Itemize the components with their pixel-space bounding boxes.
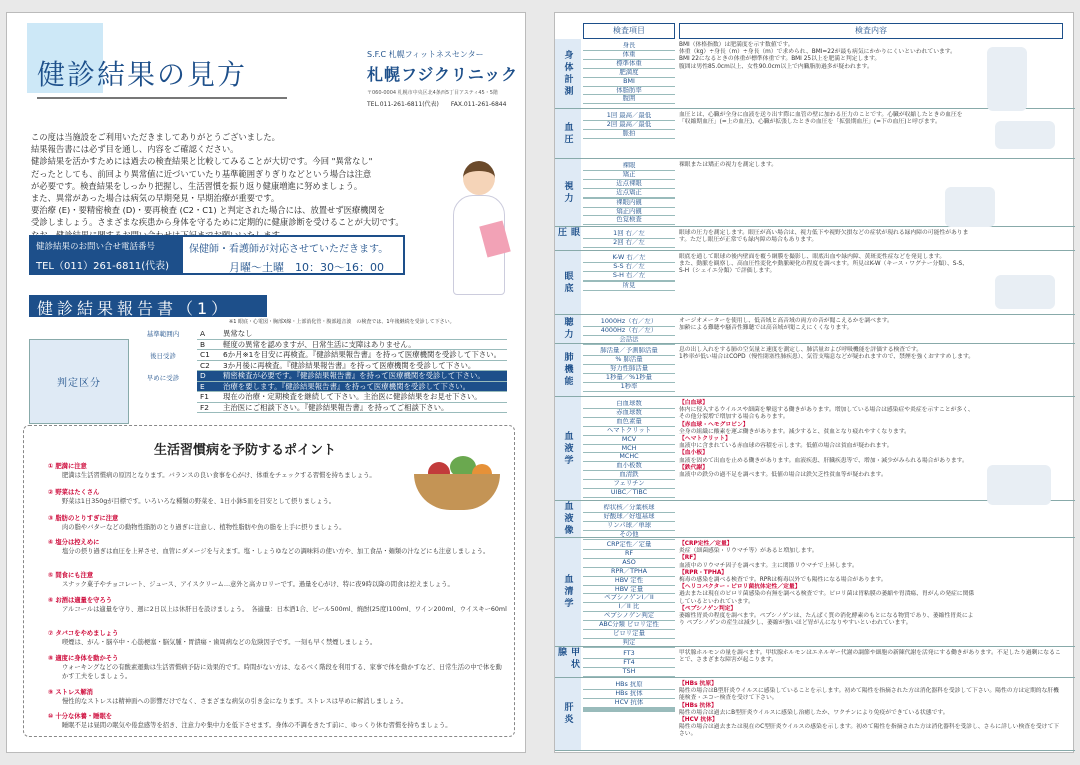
item-label: 近点裸眼 [583, 180, 675, 189]
section-8 [555, 501, 1075, 538]
desc-line: 眼底を通して眼球の後内壁面を覆う網膜を撮影し、眼底出血や緑内障、黄斑変性症などを発見します。 [679, 254, 946, 260]
contact-phone: TEL（011）261-6811(代表) [36, 261, 170, 272]
item-label: ASO [583, 559, 675, 568]
desc-line: 【赤血球・ヘモグロビン】 [679, 421, 749, 428]
item-label: 身長 [583, 42, 675, 51]
left-page [6, 12, 526, 753]
intro-line: また、異常があった場合は病気の早期発見・早期治療が重要です。 [31, 193, 280, 204]
desc-line: 全身の組織に酸素を運ぶ働きがあります。減少すると、貧血となり疲れやすくなります。 [679, 428, 910, 435]
lifestyle-title: 生活習慣病を予防するポイント [154, 443, 337, 458]
section-desc [679, 162, 929, 169]
item-label: 赤血球数 [583, 409, 675, 418]
section-desc [679, 254, 969, 276]
section-items [583, 650, 675, 677]
eye-exam-illustration [945, 187, 995, 227]
item-label: ペプシノゲン判定 [583, 612, 675, 621]
contact-note: 保健師・看護師が対応させていただきます。 [189, 244, 389, 255]
intro-line: 健診結果を活かすためには過去の検査結果と比較してみることが大切です。今回 "異常なし" [31, 156, 373, 167]
section-category: 甲状腺 [555, 647, 581, 677]
section-category: 視力 [555, 159, 581, 226]
section-category: 肝炎 [555, 678, 581, 750]
item-label: I／II 比 [583, 603, 675, 612]
desc-line: 血圧とは、心臓が全身に血液を送り出す際に血管の壁に加わる圧力のことです。心臓が収縮したときの血圧を「収縮期血圧」(=上の血圧)、心臓が拡張したときの血圧を「拡張期血圧」(=下の血圧)と呼びます。 [679, 112, 963, 126]
desc-line: 体重（kg）÷身長（m）÷身長（m）で求められ、BMI=22が最も病気にかかりにくいといわれています。 [679, 49, 956, 56]
desc-line: BMI 22になるときの体重が標準体重です。BMI 25以上を肥満と判定します。 [679, 56, 881, 63]
item-label: TSH [583, 668, 675, 677]
clinic-tel: TEL.011-261-6811(代表) FAX.011-261-6844 [367, 101, 507, 108]
desc-line: 血液を固めて出血を止める働きがあります。血液疾患、肝臓疾患等で、増加・減少がみられる場合があります。 [679, 457, 968, 464]
item-label: 1回 最高／最低 [583, 112, 675, 121]
item-label: MCH [583, 445, 675, 454]
item-label: HBs 抗体 [583, 690, 675, 699]
section-desc [679, 650, 1063, 664]
intro-line: 受診しましょう。さまざまな疾患から身体を守るために定期的に健康診断を受けることが大切です。 [31, 217, 404, 228]
contact-box [29, 235, 405, 275]
desc-line: 眼球の圧力を測定します。眼圧が高い場合は、視力低下や視野欠損などの症状が現れる緑内障の可能性があります。ただし眼圧が正常でも緑内障の場合もあります。 [679, 230, 969, 244]
desc-line: 過去または現在のピロリ菌感染の有無を調べる検査です。ピロリ菌は胃粘膜の萎縮や胃潰瘍、胃がんの発症に関係しているといわれています。 [679, 591, 975, 605]
tip-item: ① 肥満に注意 肥満は生活習慣病の原因となります。バランスの良い食事を心がけ、体重をチェックする習慣を持ちましょう。 [48, 463, 376, 479]
item-label: 標準体重 [583, 60, 675, 69]
item-label: BMI [583, 78, 675, 87]
desc-line: 腹囲は男性85.0cm以上、女性90.0cm以上で内臓脂肪過多が疑われます。 [679, 63, 873, 70]
section-desc [679, 42, 969, 71]
section-11 [555, 678, 1075, 751]
desc-line: 血液中に含まれている赤血球の容積を示します。低値の場合は貧血が疑われます。 [679, 443, 893, 450]
item-label: リンパ球／単球 [583, 522, 675, 531]
item-label: フェリチン [583, 480, 675, 489]
section-category: 眼圧 [555, 227, 581, 250]
section-items [583, 347, 675, 392]
intro-line: だったとしても、前回より異常値に近づいていたり基準範囲ぎりぎりなどという場合は注意 [31, 168, 372, 179]
intro-line: この度は当施設をご利用いただきましてありがとうございました。 [31, 132, 280, 142]
item-label: HBs 抗原 [583, 681, 675, 690]
tip-item: ⑦ タバコをやめましょう 喫煙は、がん・脳卒中・心筋梗塞・脳気腫・胃潰瘍・歯周病などの危険因子です。一刻も早く禁煙しましょう。 [48, 630, 377, 646]
desc-line: 【HBs 抗原】 [679, 681, 717, 687]
item-label: 裸眼内観 [583, 199, 675, 208]
desc-line: 血液中の鉄分の過不足を調べます。低値の場合は鉄欠乏性貧血等が疑われます。 [679, 472, 887, 479]
item-label: 会話法 [583, 336, 675, 345]
section-items [583, 681, 675, 712]
item-label: 血色素量 [583, 418, 675, 427]
desc-line: 萎縮性胃炎の程度を調べます。ペプシノゲンは、たんぱく質の消化酵素のもとになる物質であり、萎縮性胃炎により ペプシノゲンの産生は減少し、萎縮が強いほど胃がんになりやすいといわれています。 [679, 613, 974, 627]
judge-row: C2 3か月後に再検査。『健診結果報告書』を持って医療機関を受診して下さい。 [197, 361, 507, 372]
item-label [583, 711, 675, 712]
section-category: 血圧 [555, 109, 581, 158]
section-desc [679, 230, 979, 244]
section-category: 聴力 [555, 315, 581, 343]
item-label: ペプシノゲンI／II [583, 594, 675, 603]
desc-line: 【ヘマトクリット】 [679, 436, 731, 443]
desc-line: 陽性の場合は過去または現在のC型肝炎ウイルスの感染を示します。初めて陽性を指摘された方は消化器科を受診し、さらに詳しい検査を受けて下さい。 [679, 724, 1060, 738]
section-category: 肺機能 [555, 344, 581, 396]
intro-line: が必要です。検査結果をしっかり把握し、生活習慣を振り返り健康増進に努めましょう。 [31, 180, 363, 191]
tip-item: ② 野菜はたくさん 野菜は1日350gが目標です。いろいろな種類の野菜を、1日小鉢5皿を目安として摂りましょう。 [48, 489, 336, 505]
item-label: 裸眼 [583, 162, 675, 171]
item-label: 努力性肺活量 [583, 365, 675, 374]
section-desc [679, 400, 979, 479]
item-label: MCHC [583, 453, 675, 462]
judge-row: B 軽度の異常を認めますが、日常生活に支障はありません。 [197, 340, 507, 351]
item-label: FT4 [583, 659, 675, 668]
item-label: ABC分類 ピロリ定性 [583, 621, 675, 630]
item-label: 2回 右／左 [583, 239, 675, 248]
item-label: 1秒率 [583, 383, 675, 392]
item-label: 白血球数 [583, 400, 675, 409]
intro-line: 結果報告書には必ず目を通し、内容をご確認ください。 [31, 144, 239, 155]
desc-line: 【RF】 [679, 555, 700, 562]
report-note: ※1 眼底・心電図・胸部X線・上部消化管・腹部超音波 の検査では、1年後継続を受診して下さい。 [229, 319, 455, 325]
item-label: 血清鉄 [583, 471, 675, 480]
item-label: 1秒量／%1秒量 [583, 374, 675, 383]
item-label: 近点矯正 [583, 189, 675, 198]
page-title: 健診結果の見方 [37, 53, 287, 99]
desc-line: 加齢による難聴や騒音性難聴では高音域が聞こえにくくなります。 [679, 325, 853, 332]
group-label: 後日受診 [150, 352, 176, 360]
item-label: UIBC／TIBC [583, 489, 675, 498]
desc-line: 【HBs 抗体】 [679, 702, 717, 709]
item-label: % 肺活量 [583, 356, 675, 365]
header-desc: 検査内容 [679, 23, 1063, 39]
desc-line: 【CRP定性／定量】 [679, 541, 733, 547]
contact-label: 健診結果のお問い合せ電話番号 [36, 242, 156, 252]
measurement-illustration [987, 47, 1027, 111]
section-5 [555, 315, 1075, 344]
intro-line: 要治療 (E)・要精密検査 (D)・要再検査 (C2・C1) と判定された場合には、放置せず医療機関を [31, 205, 386, 216]
section-desc [679, 318, 969, 332]
item-label: RPR／TPHA [583, 568, 675, 577]
section-10 [555, 647, 1075, 678]
section-items [583, 504, 675, 540]
item-label: 好酸球／好塩基球 [583, 513, 675, 522]
clinic-name: 札幌フジクリニック [367, 65, 519, 84]
desc-line: 【血小板】 [679, 450, 708, 457]
item-label: 肺活量／予測肺活量 [583, 347, 675, 356]
judge-row: F2 主治医にご相談下さい。『健診結果報告書』を持ってご相談下さい。 [197, 403, 507, 414]
item-label: 1回 右／左 [583, 230, 675, 239]
blood-test-illustration [987, 465, 1051, 505]
item-label: 血小板数 [583, 462, 675, 471]
item-label: 判定 [583, 639, 675, 648]
clinic-address: 〒060-0004 札幌市中央区北4条西5丁目アスティ45・5階 [367, 90, 498, 96]
section-9 [555, 538, 1075, 647]
item-label: 桿状核／分葉核球 [583, 504, 675, 513]
judge-label: 判定区分 [29, 339, 129, 424]
desc-line: また、動脈を観察し、高血圧性変化や動脈硬化の程度を調べます。所見はK-W（キース・ワグナー分類）、S-S、S-H（シェイエ分類）で評価します。 [679, 261, 969, 275]
group-label: 基準範囲内 [146, 330, 180, 338]
right-page [554, 12, 1074, 753]
section-items [583, 112, 675, 139]
section-items [583, 42, 675, 104]
judge-row: F1 現在の治療・定期検査を継続して下さい。主治医に健診結果をお見せ下さい。 [197, 392, 507, 403]
tip-item: ⑥ お酒は適量を守ろう アルコールは適量を守り、週に2日以上は休肝日を設けましょう。 各適量：日本酒1合、ビール500ml、焼酎(25度)100ml、ワイン200ml、ウイスキー60ml [48, 597, 507, 613]
judge-row: E 治療を要します。『健診結果報告書』を持って医療機関を受診して下さい。 [197, 382, 507, 393]
desc-line: 陽性の場合は過去にB型肝炎ウイルスに感染し治癒したか、ワクチンにより免疫ができている状態です。 [679, 709, 949, 716]
desc-line: 【RPR・TPHA】 [679, 569, 728, 576]
item-label: 2回 最高／最低 [583, 121, 675, 130]
judge-row: D 精密検査が必要です。『健診結果報告書』を持って医療機関を受診して下さい。 [197, 371, 507, 382]
group-label: 早めに受診 [146, 374, 180, 382]
item-label: K-W 右／左 [583, 254, 675, 263]
hearing-illustration [995, 275, 1055, 309]
contact-hours: 月曜〜土曜 10：30〜16：00 [229, 261, 384, 274]
item-label: HBV 定量 [583, 586, 675, 595]
desc-line: 裸眼または矯正の視力を測定します。 [679, 162, 778, 168]
section-desc [679, 347, 979, 361]
clinic-info [367, 49, 527, 108]
judge-row: A 異常なし [197, 329, 507, 340]
desc-line: 1秒率が低い場合はCOPD（慢性閉塞性肺疾患）、気管支喘息などが疑われますので、禁煙を強くおすすめします。 [679, 354, 975, 361]
section-items [583, 541, 675, 648]
item-label: S-S 右／左 [583, 263, 675, 272]
desc-line: オージオメーターを使用し、低音域と高音域の両方の音が聞こえるかを調べます。 [679, 318, 893, 324]
judge-row: C1 6か月※1を目安に再検査。『健診結果報告書』を持って医療機関を受診して下さい。 [197, 350, 507, 361]
item-label: FT3 [583, 650, 675, 659]
item-label: 4000Hz（右／左） [583, 327, 675, 336]
section-desc [679, 681, 1063, 739]
item-label: 脈拍 [583, 130, 675, 139]
section-category: 眼底 [555, 251, 581, 314]
section-items [583, 400, 675, 498]
item-label: 矯正 [583, 171, 675, 180]
section-items [583, 230, 675, 248]
desc-line: 【鉄代謝】 [679, 464, 708, 471]
desc-line: 甲状腺ホルモンの量を調べます。甲状腺ホルモンはエネルギー代謝の調節や細胞の新陳代謝を活発にする働きがあります。不足したり過剰になることで、さまざまな障害が起こります。 [679, 650, 1061, 664]
section-items [583, 318, 675, 345]
tip-item: ⑨ ストレス解消 慢性的なストレスは精神面への影響だけでなく、さまざまな病気の引き金になります。ストレスは早めに解消しましょう。 [48, 689, 408, 705]
section-category: 血清学 [555, 538, 581, 646]
item-label: 所見 [583, 282, 675, 291]
desc-line: BMI（体格指数）は肥満度を示す数値です。 [679, 42, 794, 48]
desc-line: 【ヘリコバクター・ピロリ菌抗体定性／定量】 [679, 584, 801, 591]
clinic-sub: S.F.C 札幌フィットネスセンター [367, 50, 484, 59]
report-title: 健診結果報告書（1） [29, 295, 267, 317]
tip-item: ⑧ 適度に身体を動かそう ウォーキングなどの有酸素運動は生活習慣病予防に効果的です。時間がない方は、なるべく階段を利用する、家事で体を動かすなど、日常生活の中で体を動かす工夫をしましょう。 [48, 655, 502, 680]
tip-item: ③ 脂肪のとりすぎに注意 肉の脂やバターなどの動物性脂肪のとり過ぎに注意し、植物性脂肪や魚の脂を上手に摂りましょう。 [48, 515, 346, 531]
section-desc [679, 112, 969, 126]
section-6 [555, 344, 1075, 397]
item-label: 体脂肪率 [583, 87, 675, 96]
section-category: 血液学 [555, 397, 581, 500]
item-label: CRP定性／定量 [583, 541, 675, 550]
item-label: 1000Hz（右／左） [583, 318, 675, 327]
item-label: 矯正内観 [583, 208, 675, 217]
section-2 [555, 159, 1075, 227]
desc-line: 体内に侵入するウイルスや細菌を撃退する働きがあります。増加している場合は感染症や炎症を示すことが多く、その他分裂増で増加する場合もあります。 [679, 407, 974, 421]
desc-line: 【白血球】 [679, 400, 708, 406]
item-label: ピロリ定量 [583, 630, 675, 639]
desc-line: 息の出し入れをする肺の空気量と速度を測定し、肺活量および呼吸機能を評価する検査です。 [679, 347, 923, 353]
item-label: 体重 [583, 51, 675, 60]
desc-line: 【HCV 抗体】 [679, 717, 718, 724]
item-label: MCV [583, 436, 675, 445]
nurse-illustration [447, 153, 513, 303]
item-label: 肥満度 [583, 69, 675, 78]
item-label: HBV 定性 [583, 577, 675, 586]
item-label: 色覚検査 [583, 216, 675, 225]
desc-line: 炎症（細菌感染・リウマチ等）があると増加します。 [679, 548, 818, 555]
item-label: HCV 抗体 [583, 699, 675, 708]
tip-item: ⑤ 間食にも注意 スナック菓子やチョコレート、ジュース、アイスクリーム…意外と高カロリーです。過量を心がけ、特に夜9時以降の間食は控えましょう。 [48, 572, 454, 588]
desc-line: 梅毒の感染を調べる検査です。RPRは梅毒以外でも陽性になる場合があります。 [679, 577, 887, 584]
item-label: その他 [583, 531, 675, 540]
section-items [583, 254, 675, 291]
item-label: S-H 右／左 [583, 272, 675, 281]
header-items: 検査項目 [583, 23, 675, 39]
section-3 [555, 227, 1075, 251]
desc-line: 【ペプシノゲン判定】 [679, 605, 737, 612]
tip-item: ④ 塩分は控えめに 塩分の摂り過ぎは血圧を上昇させ、血管にダメージを与えます。塩・しょうゆなどの調味料の使い方や、加工食品・麺類の汁などにも注意しましょう。 [48, 539, 490, 555]
desc-line: 陽性の場合はB型肝炎ウイルスに感染していることを示します。初めて陽性を指摘された方は消化器科を受診して下さい。陽性の方は定期的な肝機能検査・エコー検査を受けて下さい。 [679, 688, 1059, 702]
blood-pressure-illustration [995, 121, 1055, 149]
section-category: 身体計測 [555, 39, 581, 108]
section-items [583, 162, 675, 225]
lifestyle-box [23, 425, 515, 737]
section-desc [679, 541, 979, 627]
item-label: RF [583, 550, 675, 559]
item-label: ヘマトクリット [583, 427, 675, 436]
intro-text [31, 131, 441, 241]
section-category: 血液像 [555, 501, 581, 537]
desc-line: 血液中のリウマチ因子を調べます。主に関節リウマチで上昇します。 [679, 562, 858, 569]
item-label: 腹囲 [583, 95, 675, 104]
tip-item: ⑩ 十分な休養・睡眠を 睡眠不足は昼間の眠気や倦怠感等を招き、注意力や集中力を低下させます。身体の不調をきたす前に、ゆっくり休む習慣を持ちましょう。 [48, 713, 452, 729]
